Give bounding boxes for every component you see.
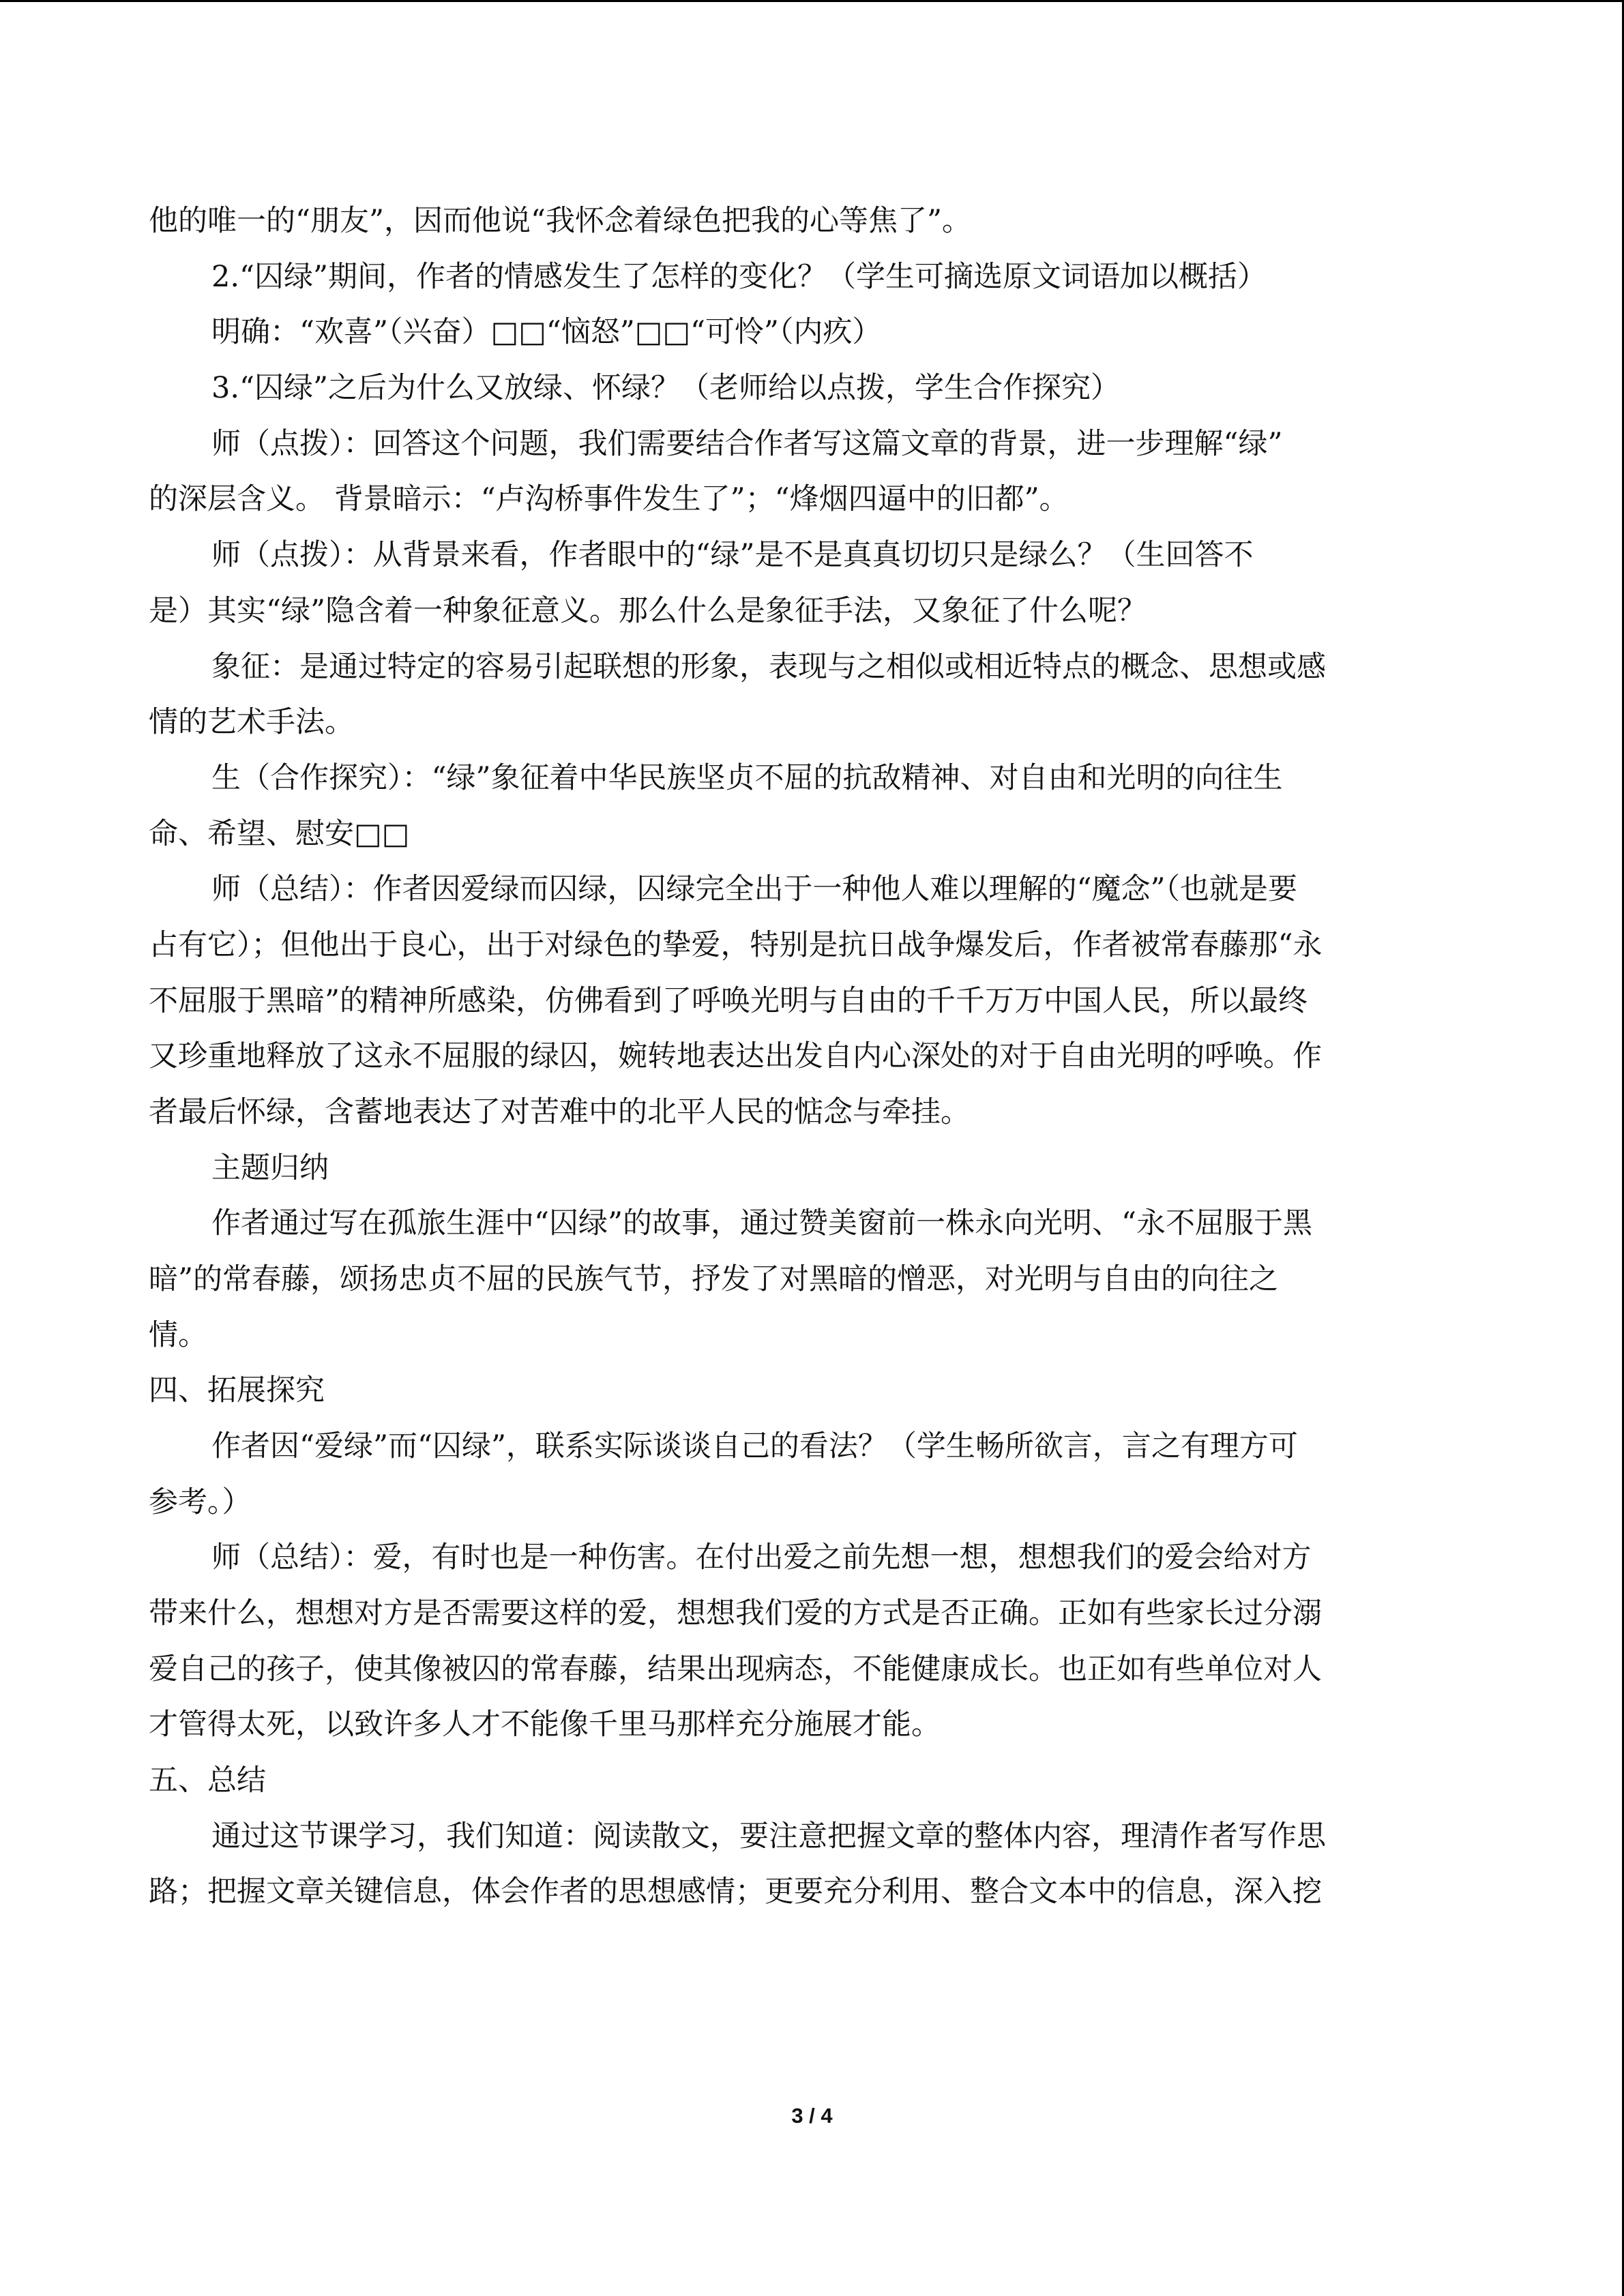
paragraph-line: 作者因“爱绿”而“囚绿”，联系实际谈谈自己的看法？（学生畅所欲言，言之有理方可	[211, 1429, 1298, 1463]
answer-line: 明确：“欢喜”（兴奋）□□“恼怒”□□“可怜”（内疚）	[211, 315, 882, 349]
paragraph-line: 作者通过写在孤旅生涯中“囚绿”的故事，通过赞美窗前一株永向光明、“永不屈服于黑	[211, 1206, 1312, 1240]
paragraph-line: 情。	[149, 1318, 207, 1352]
paragraph-line: 不屈服于黑暗”的精神所感染，仿佛看到了呼唤光明与自由的千千万万中国人民，所以最终	[149, 984, 1308, 1018]
paragraph-line: 暗”的常春藤，颂扬忠贞不屈的民族气节，抒发了对黑暗的憎恶，对光明与自由的向往之	[149, 1262, 1278, 1296]
paragraph-line: 师（总结）：爱，有时也是一种伤害。在付出爱之前先想一想，想想我们的爱会给对方	[211, 1540, 1312, 1575]
paragraph-line: 生（合作探究）：“绿”象征着中华民族坚贞不屈的抗敌精神、对自由和光明的向往生	[211, 761, 1283, 795]
question-2: 2.“囚绿”期间，作者的情感发生了怎样的变化？（学生可摘选原文词语加以概括）	[211, 260, 1267, 294]
paragraph-line: 占有它）；但他出于良心，出于对绿色的挚爱，特别是抗日战争爆发后，作者被常春藤那“永	[149, 928, 1323, 962]
paragraph-line: 带来什么，想想对方是否需要这样的爱，想想我们爱的方式是否正确。正如有些家长过分溺	[149, 1596, 1322, 1630]
question-3: 3.“囚绿”之后为什么又放绿、怀绿？（老师给以点拨，学生合作探究）	[211, 371, 1120, 405]
page-number: 3 / 4	[791, 2104, 833, 2128]
section-subheading: 主题归纳	[211, 1151, 329, 1185]
paragraph-line: 是）其实“绿”隐含着一种象征意义。那么什么是象征手法，又象征了什么呢？	[149, 594, 1147, 628]
paragraph-line: 他的唯一的“朋友”，因而他说“我怀念着绿色把我的心等焦了”。	[149, 204, 971, 238]
section-heading: 五、总结	[149, 1763, 266, 1798]
paragraph-line: 师（点拨）：从背景来看，作者眼中的“绿”是不是真真切切只是绿么？（生回答不	[211, 538, 1254, 572]
paragraph-line: 爱自己的孩子，使其像被囚的常春藤，结果出现病态，不能健康成长。也正如有些单位对人	[149, 1652, 1322, 1686]
paragraph-line: 路；把握文章关键信息，体会作者的思想感情；更要充分利用、整合文本中的信息，深入挖	[149, 1875, 1322, 1909]
paragraph-line: 才管得太死，以致许多人才不能像千里马那样充分施展才能。	[149, 1708, 941, 1742]
paragraph-line: 又珍重地释放了这永不屈服的绿囚，婉转地表达出发自内心深处的对于自由光明的呼唤。作	[149, 1039, 1322, 1073]
paragraph-line: 情的艺术手法。	[149, 705, 354, 739]
section-heading: 四、拓展探究	[149, 1373, 325, 1407]
paragraph-line: 师（总结）：作者因爱绿而囚绿，囚绿完全出于一种他人难以理解的“魔念”（也就是要	[211, 872, 1297, 906]
paragraph-line: 的深层含义。 背景暗示：“卢沟桥事件发生了”；“烽烟四逼中的旧都”。	[149, 482, 1069, 516]
paragraph-line: 者最后怀绿，含蓄地表达了对苦难中的北平人民的惦念与牵挂。	[149, 1095, 970, 1129]
paragraph-line: 命、希望、慰安□□	[149, 817, 410, 851]
paragraph-line: 象征：是通过特定的容易引起联想的形象，表现与之相似或相近特点的概念、思想或感	[211, 650, 1326, 684]
paragraph-line: 参考。）	[149, 1485, 252, 1519]
paragraph-line: 通过这节课学习，我们知道：阅读散文，要注意把握文章的整体内容，理清作者写作思	[211, 1819, 1326, 1853]
paragraph-line: 师（点拨）：回答这个问题，我们需要结合作者写这篇文章的背景，进一步理解“绿”	[211, 427, 1283, 461]
